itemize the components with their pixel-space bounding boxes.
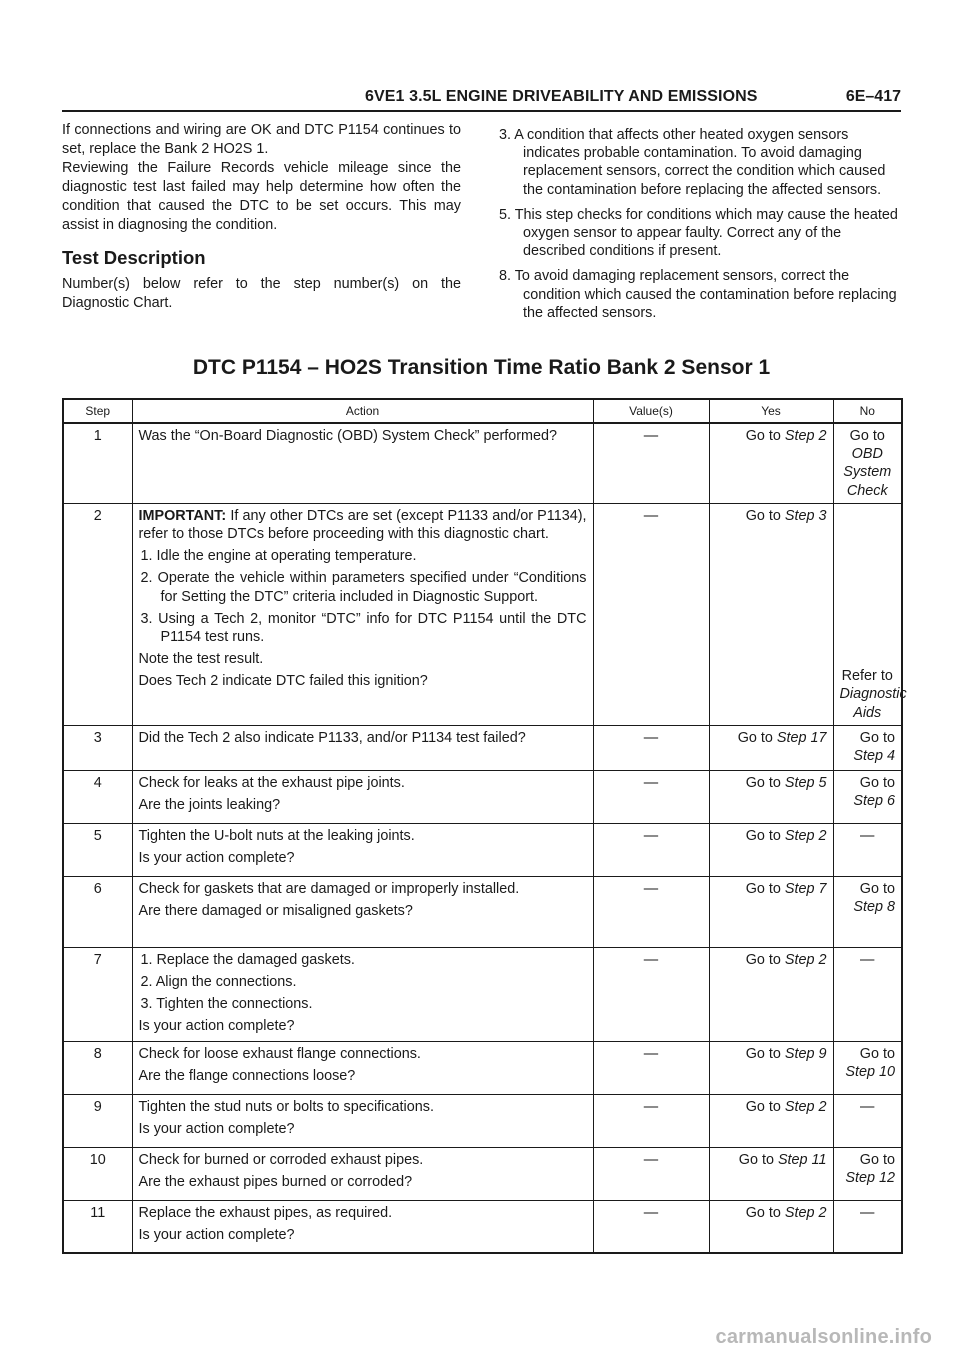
no-target-step: Step 12 <box>845 1170 895 1187</box>
yes-target-step: Step 5 <box>784 774 827 791</box>
no-action <box>833 725 902 770</box>
table-row <box>63 503 902 725</box>
action-question: Are there damaged or misaligned gaskets? <box>138 903 413 920</box>
step-number: 2 <box>63 503 132 725</box>
no-target-reference: OBD System Check <box>843 446 892 499</box>
yes-action <box>709 1094 833 1147</box>
no-action: — <box>833 1094 902 1147</box>
note-step-8: 8. To avoid damaging replacement sensors, correct the condition which caused the contamination before replacing the affected sensors. <box>499 268 897 321</box>
step-number: 8 <box>63 1041 132 1094</box>
yes-action <box>709 503 833 725</box>
no-target-reference: Diagnostic Aids <box>839 686 907 721</box>
step-number: 6 <box>63 876 132 947</box>
action-instruction: Check for loose exhaust flange connections. <box>138 1045 421 1062</box>
step-value: — <box>593 1094 709 1147</box>
step-action <box>132 876 593 947</box>
no-action <box>833 1041 902 1094</box>
step-value: — <box>593 503 709 725</box>
no-target-step: Step 10 <box>845 1064 895 1081</box>
yes-target-step: Step 7 <box>784 880 827 897</box>
no-target-step: Step 6 <box>853 793 895 810</box>
table-row <box>63 725 902 770</box>
action-note: Note the test result. <box>138 651 264 668</box>
section-title: 6VE1 3.5L ENGINE DRIVEABILITY AND EMISSIONS <box>365 88 758 105</box>
header-values: Value(s) <box>593 399 709 423</box>
step-number: 7 <box>63 947 132 1041</box>
step-value: — <box>593 1041 709 1094</box>
important-text: If any other DTCs are set (except P1133 and/or P1134), refer to those DTCs before proceeding with this diagnostic chart. <box>138 507 587 543</box>
step-number: 9 <box>63 1094 132 1147</box>
header-action: Action <box>132 399 593 423</box>
table-row <box>63 1200 902 1253</box>
right-column <box>499 126 900 329</box>
go-to-label: Go to <box>745 428 781 444</box>
action-instruction: Check for leaks at the exhaust pipe joints. <box>138 774 405 791</box>
no-action: — <box>833 947 902 1041</box>
go-to-label: Go to <box>859 774 895 791</box>
action-list-item: 3. Tighten the connections. <box>140 996 313 1013</box>
watermark: carmanualsonline.info <box>715 1326 932 1348</box>
table-row <box>63 947 902 1041</box>
action-question: Is your action complete? <box>138 1227 295 1244</box>
step-action <box>132 1147 593 1200</box>
go-to-label: Go to <box>745 507 781 524</box>
step-action <box>132 1041 593 1094</box>
table-row <box>63 1147 902 1200</box>
important-label: IMPORTANT: <box>138 507 227 524</box>
step-value: — <box>593 770 709 823</box>
action-instruction: Tighten the U-bolt nuts at the leaking joints. <box>138 827 415 844</box>
step-value: — <box>593 876 709 947</box>
no-action: — <box>833 823 902 876</box>
action-list-item: 2. Align the connections. <box>140 974 297 991</box>
go-to-label: Go to <box>859 1151 895 1168</box>
table-row <box>63 823 902 876</box>
header-step: Step <box>63 399 132 423</box>
no-action-label: Go to <box>849 428 885 444</box>
no-action <box>833 876 902 947</box>
go-to-label: Go to <box>745 1098 781 1115</box>
test-description-text: Number(s) below refer to the step number(s) on the Diagnostic Chart. <box>62 276 461 311</box>
action-question: Does Tech 2 indicate DTC failed this ignition? <box>138 673 428 690</box>
no-target-step: Step 8 <box>853 899 895 916</box>
table-row <box>63 876 902 947</box>
table-row <box>63 1094 902 1147</box>
step-number: 5 <box>63 823 132 876</box>
go-to-label: Go to <box>745 774 781 791</box>
yes-target-step: Step 3 <box>784 507 827 524</box>
yes-action <box>709 770 833 823</box>
action-question: Was the “On-Board Diagnostic (OBD) System Check” performed? <box>138 428 558 444</box>
action-list-item: 2. Operate the vehicle within parameters specified under “Conditions for Setting the DTC” criteria included in Diagnostic Support. <box>140 570 587 605</box>
step-value: — <box>593 423 709 503</box>
action-instruction: Tighten the stud nuts or bolts to specifications. <box>138 1098 434 1115</box>
header-yes: Yes <box>709 399 833 423</box>
header-no: No <box>833 399 902 423</box>
yes-target-step: Step 2 <box>784 1204 827 1221</box>
note-step-5: 5. This step checks for conditions which may cause the heated oxygen sensor to appear faulty. Correct any of the described conditions if present. <box>499 206 898 260</box>
action-instruction: Check for burned or corroded exhaust pipes. <box>138 1151 424 1168</box>
step-action <box>132 1094 593 1147</box>
yes-action <box>709 1147 833 1200</box>
step-action <box>132 725 593 770</box>
page-header <box>62 88 901 112</box>
intro-paragraph-2: Reviewing the Failure Records vehicle mileage since the diagnostic test last failed may help determine how often the condition that caused the DTC to be set occurs. This may assist in diagnosing the condition. <box>62 160 461 233</box>
yes-action <box>709 823 833 876</box>
go-to-label: Go to <box>745 1204 781 1221</box>
yes-target-step: Step 2 <box>784 1098 827 1115</box>
step-action <box>132 423 593 503</box>
go-to-label: Go to <box>745 827 781 844</box>
table-header-row <box>63 399 902 423</box>
step-action <box>132 1200 593 1253</box>
action-instruction: Replace the exhaust pipes, as required. <box>138 1204 393 1221</box>
go-to-label: Go to <box>745 1045 781 1062</box>
no-action-label: Refer to <box>841 668 893 685</box>
action-question: Are the flange connections loose? <box>138 1068 356 1085</box>
step-action <box>132 503 593 725</box>
step-value: — <box>593 1147 709 1200</box>
yes-target-step: Step 2 <box>784 827 827 844</box>
test-description-heading: Test Description <box>62 247 206 268</box>
step-number: 4 <box>63 770 132 823</box>
yes-action <box>709 947 833 1041</box>
go-to-label: Go to <box>859 880 895 897</box>
step-number: 1 <box>63 423 132 503</box>
step-number: 10 <box>63 1147 132 1200</box>
step-value: — <box>593 823 709 876</box>
go-to-label: Go to <box>737 729 773 746</box>
action-question: Are the exhaust pipes burned or corroded? <box>138 1174 413 1191</box>
step-number: 3 <box>63 725 132 770</box>
step-value: — <box>593 947 709 1041</box>
yes-action <box>709 1200 833 1253</box>
action-list-item: 1. Replace the damaged gaskets. <box>140 951 355 968</box>
left-column <box>62 121 461 313</box>
diagnostic-chart <box>62 398 907 1254</box>
step-action <box>132 770 593 823</box>
no-action: — <box>833 1200 902 1253</box>
yes-target-step: Step 17 <box>776 729 827 746</box>
step-value: — <box>593 725 709 770</box>
no-action <box>833 423 902 503</box>
table-row <box>63 1041 902 1094</box>
no-action <box>833 1147 902 1200</box>
yes-target-step: Step 2 <box>784 428 827 444</box>
page-number: 6E–417 <box>845 88 901 105</box>
go-to-label: Go to <box>745 880 781 897</box>
step-number: 11 <box>63 1200 132 1253</box>
action-list-item: 1. Idle the engine at operating temperature. <box>140 548 417 565</box>
table-row <box>63 423 902 503</box>
action-instruction: Check for gaskets that are damaged or improperly installed. <box>138 880 520 897</box>
step-action <box>132 947 593 1041</box>
note-step-3: 3. A condition that affects other heated oxygen sensors indicates probable contamination. To avoid damaging replacement sensors, correct the condition which caused the contamination before replacing the affected sensors. <box>499 127 886 198</box>
step-action <box>132 823 593 876</box>
go-to-label: Go to <box>738 1151 774 1168</box>
yes-target-step: Step 2 <box>784 951 827 968</box>
go-to-label: Go to <box>859 1045 895 1062</box>
go-to-label: Go to <box>745 951 781 968</box>
yes-target-step: Step 11 <box>777 1151 827 1168</box>
step-value: — <box>593 1200 709 1253</box>
action-question: Is your action complete? <box>138 1121 295 1138</box>
yes-action <box>709 876 833 947</box>
action-question: Did the Tech 2 also indicate P1133, and/or P1134 test failed? <box>138 729 526 746</box>
action-list-item: 3. Using a Tech 2, monitor “DTC” info for DTC P1154 until the DTC P1154 test runs. <box>140 610 587 646</box>
chart-title: DTC P1154 – HO2S Transition Time Ratio Bank 2 Sensor 1 <box>192 356 771 379</box>
action-question: Is your action complete? <box>138 850 295 867</box>
action-question: Is your action complete? <box>138 1018 295 1035</box>
no-action <box>833 770 902 823</box>
yes-action <box>709 423 833 503</box>
yes-action <box>709 725 833 770</box>
no-action <box>833 503 907 725</box>
action-question: Are the joints leaking? <box>138 797 281 814</box>
yes-action <box>709 1041 833 1094</box>
yes-target-step: Step 9 <box>784 1045 827 1062</box>
intro-paragraph-1: If connections and wiring are OK and DTC P1154 continues to set, replace the Bank 2 HO2S 1. <box>62 122 461 157</box>
no-target-step: Step 4 <box>853 748 895 765</box>
table-row <box>63 770 902 823</box>
go-to-label: Go to <box>859 729 895 746</box>
